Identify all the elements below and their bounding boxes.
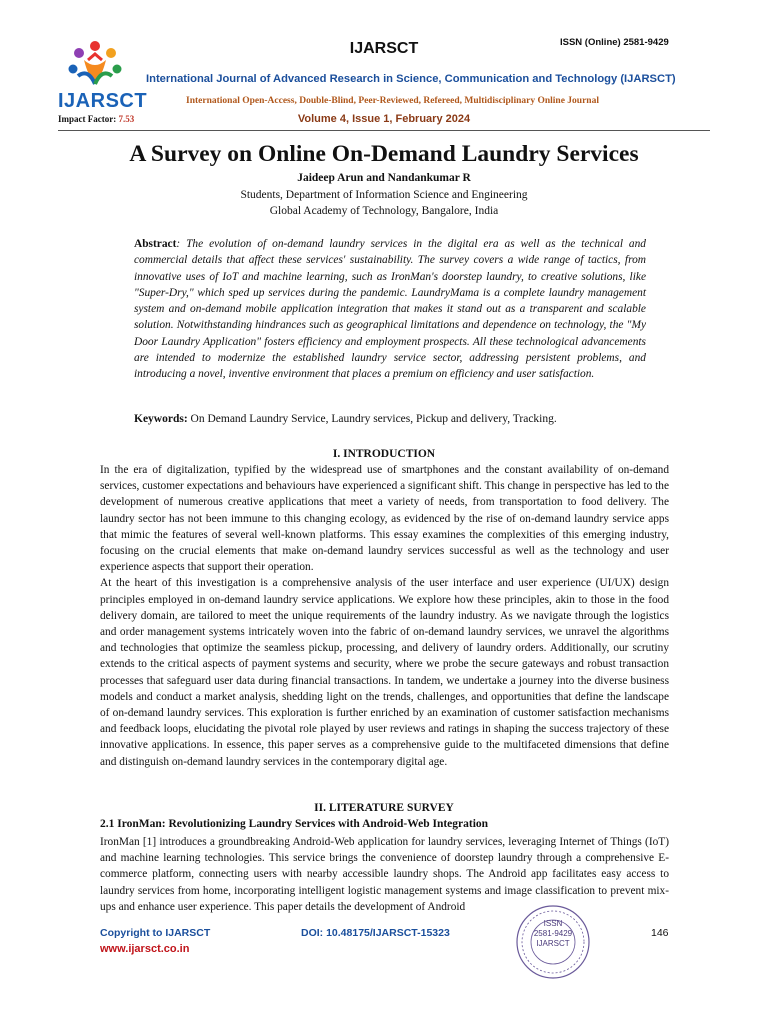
issn-seal: [513, 902, 593, 982]
paragraph: At the heart of this investigation is a comprehensive analysis of the user interface and user experience (UI/UX) design principles employed in on-demand laundry service applications. We explore how these principles, akin to those in the food delivery domain, are tailored to meet the unique requirements of the laundry industry. As we navigate through the logistics and order management systems intricately woven into the fabric of on-demand laundry services, we unravel the algorithms and technologies that optimize the seamless pickup, processing, and delivery of laundry orders. Additionally, our scrutiny extends to the critical aspects of payment systems and security, where we probe the secure gateways and robust transaction processes that safeguard user data during financial transactions. In tandem, we undertake a journey into the diverse business models and conduct a market analysis, shedding light on the trends, challenges, and opportunities that define the landscape of on-demand laundry services. This exploration is further enriched by an examination of customer satisfaction mechanisms and feedback loops, elucidating the pivotal role played by user reviews and ratings in shaping the success trajectory of these innovative applications. In essence, this paper serves as a comprehensive guide to the multifaceted dimensions that define and distinguish on-demand laundry services in the contemporary digital age.: [100, 577, 669, 768]
section-heading-literature-survey: II. LITERATURE SURVEY: [314, 802, 454, 814]
logo-wordmark: IJARSCT: [58, 90, 148, 112]
abstract-text: : The evolution of on-demand laundry services in the digital era as well as the technical and commercial details that affect these services' sustainability. The survey covers a wide range of tactics, from innovative uses of IoT and machine learning, such as IronMan's doorstep laundry, to creative solutions, like "Super-Dry," which sped up services during the pandemic. LaundryMama is a complete laundry management system and on-demand mobile application integration that makes it stand out as a transparent and scalable solution. Notwithstanding hindrances such as geographical limitations and dependence on technology, the "My Door Laundry Application" fosters efficiency and employment prospects. All these technological advancements are intended to modernize the established laundry service sector, addressing persistent problems, and introducing a novel, inventive environment that places a premium on efficiency and user satisfaction.: [134, 238, 646, 381]
affiliation-line-2: Global Academy of Technology, Bangalore, India: [269, 205, 499, 217]
affiliation-line-1: Students, Department of Information Science and Engineering: [240, 189, 528, 201]
impact-label: Impact Factor:: [58, 114, 117, 124]
seal-line: 2581-9429: [533, 929, 573, 938]
subsection-heading: 2.1 IronMan: Revolutionizing Laundry Services with Android-Web Integration: [100, 818, 489, 830]
section-heading-introduction: I. INTRODUCTION: [332, 448, 436, 460]
abstract: [134, 236, 646, 383]
keywords-label: Keywords:: [134, 413, 188, 425]
seal-line: ISSN: [543, 919, 563, 928]
volume-issue: Volume 4, Issue 1, February 2024: [297, 113, 471, 125]
keywords-text: On Demand Laundry Service, Laundry services, Pickup and delivery, Tracking.: [187, 413, 557, 425]
keywords: [134, 413, 654, 425]
doi: DOI: 10.48175/IJARSCT-15323: [301, 927, 450, 939]
copyright-notice: Copyright to IJARSCT: [100, 927, 211, 939]
website-link[interactable]: www.ijarsct.co.in: [100, 943, 190, 955]
introduction-body: [100, 462, 669, 770]
paragraph: In the era of digitalization, typified by the widespread use of smartphones and the constant availability of on-demand services, customer expectations and behaviours have experienced a significant shift. This change in perspective has led to the development of numerous creative applications that meet a variety of needs, from transportation to food delivery. The laundry sector has not been immune to this changing ecology, as evidenced by the rise of on-demand laundry service apps that mimic the features of several well-known platforms. This essay examines the complexities of this emerging industry, focusing on the crucial elements that make on-demand laundry services successful as well as the technology and user experience aspects that support their operation.: [100, 464, 669, 574]
impact-value: 7.53: [118, 114, 135, 124]
paper-authors: Jaideep Arun and Nandankumar R: [297, 172, 471, 184]
paragraph: IronMan [1] introduces a groundbreaking Android-Web application for laundry services, leveraging Internet of Things (IoT) and machine learning technologies. This service brings the convenience of doorstep laundry through a comprehensive E-commerce platform, connecting users with nearby accessible laundry shops. The Android app facilitates easy access to laundry services from home, incorporating intelligent logistic management systems and image classification to prevent mix-ups and enhance user experience. This paper details the development of Android: [100, 836, 669, 913]
journal-short-name: IJARSCT: [349, 40, 419, 57]
header-divider: [58, 130, 710, 131]
journal-full-name: International Journal of Advanced Research in Science, Communication and Technology (IJARSCT): [146, 73, 676, 85]
abstract-label: Abstract: [134, 238, 177, 250]
seal-line: IJARSCT: [536, 939, 570, 948]
issn: ISSN (Online) 2581-9429: [560, 37, 669, 48]
page-number: 146: [651, 927, 669, 939]
paper-title: A Survey on Online On-Demand Laundry Services: [129, 141, 639, 167]
journal-tagline: International Open-Access, Double-Blind, Peer-Reviewed, Refereed, Multidisciplinary Online Journal: [186, 96, 599, 106]
